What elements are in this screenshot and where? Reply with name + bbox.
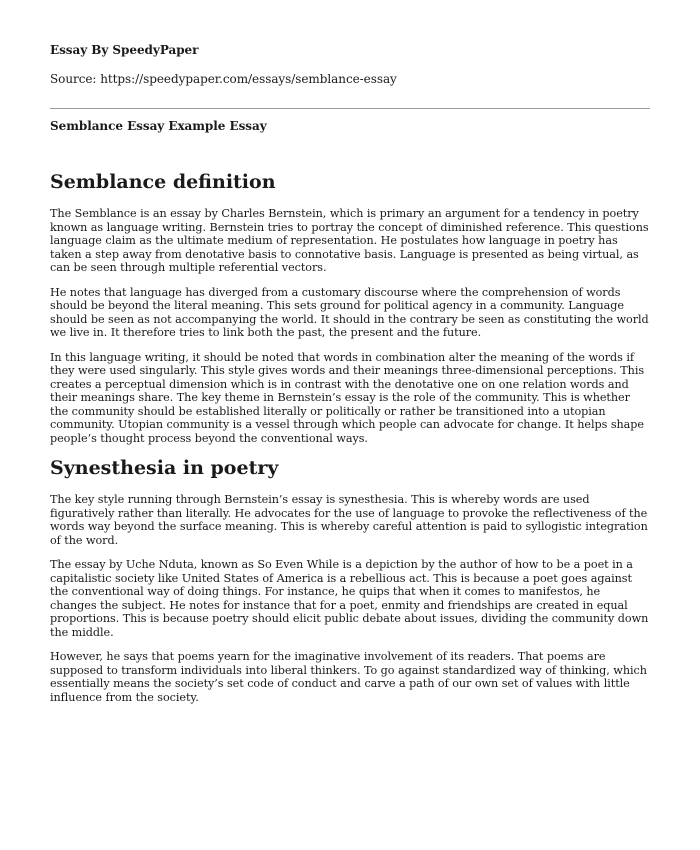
essay-body [50,170,650,715]
section-heading: Semblance definition [50,171,276,193]
document-title: Semblance Essay Example Essay [50,119,267,133]
section-heading: Synesthesia in poetry [50,457,279,479]
header-source: Source: https://speedypaper.com/essays/semblance-essay [50,72,397,86]
paragraph: The Semblance is an essay by Charles Bernstein, which is primary an argument for a tendency in poetry known as language writing. Bernstein tries to portray the concept of diminished reference. This questions language claim as the ultimate medium of representation. He postulates how language in poetry has taken a step away from denotative basis to connotative basis. Language is presented as being virtual, as can be seen through multiple referential vectors. [50,207,649,274]
paragraph: The key style running through Bernstein’s essay is synesthesia. This is whereby words are used figuratively rather than literally. He advocates for the use of language to provoke the reflectiveness of the words way beyond the surface meaning. This is whereby careful attention is paid to syllogistic integration of the word. [50,493,648,547]
paragraph: However, he says that poems yearn for the imaginative involvement of its readers. That poems are supposed to transform individuals into liberal thinkers. To go against standardized way of thinking, which essentially means the society’s set code of conduct and carve a path of our own set of values with little influence from the society. [50,650,647,704]
paragraph: In this language writing, it should be noted that words in combination alter the meaning of the words if they were used singularly. This style gives words and their meanings three-dimensional perceptions. This creates a perceptual dimension which is in contrast with the denotative one on one relation words and their meanings share. The key theme in Bernstein’s essay is the role of the community. This is whether the community should be established literally or politically or rather be transitioned into a utopian community. Utopian community is a vessel through which people can advocate for change. It helps shape people’s thought process beyond the conventional ways. [50,350,645,445]
section-synesthesia-in-poetry [50,456,650,704]
header-title: Essay By SpeedyPaper [50,43,199,57]
header-divider [50,108,650,109]
paragraph: The essay by Uche Nduta, known as So Even While is a depiction by the author of how to be a poet in a capitalistic society like United States of America is a rebellious act. This is because a poet goes against the conventional way of doing things. For instance, he quips that when it comes to manifestos, he changes the subject. He notes for instance that for a poet, enmity and friendships are created in equal proportions. This is because poetry should elicit public debate about issues, dividing the community down the middle. [50,558,649,639]
section-semblance-definition [50,170,650,445]
paragraph: He notes that language has diverged from a customary discourse where the comprehension of words should be beyond the literal meaning. This sets ground for political agency in a community. Language should be seen as not accompanying the world. It should in the contrary be seen as constituting the world we live in. It therefore tries to link both the past, the present and the future. [50,285,649,339]
